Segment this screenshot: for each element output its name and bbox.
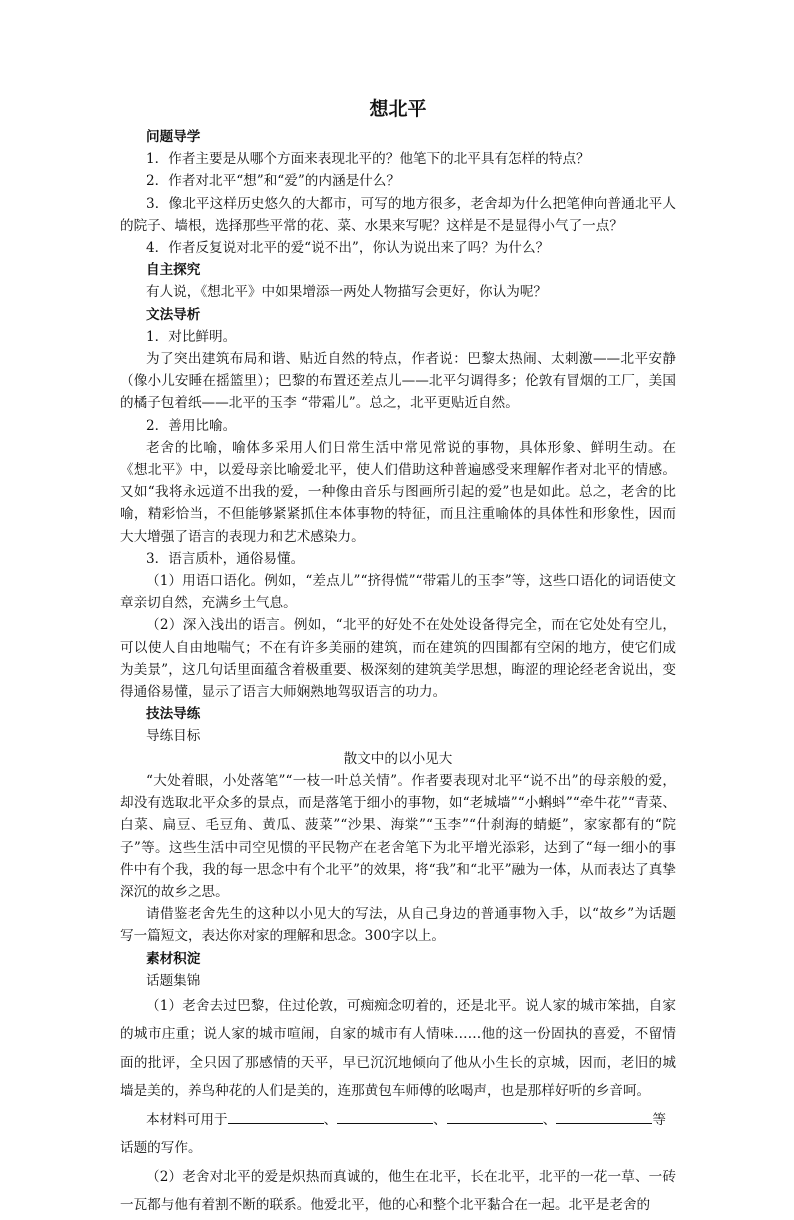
section-heading-guide: 问题导学 xyxy=(146,129,201,145)
question-2: 2．作者对北平“想”和“爱”的内涵是什么？ xyxy=(146,173,400,190)
analysis-point-1-title: 1．对比鲜明。 xyxy=(146,328,237,345)
usage-end: 话题的写作。 xyxy=(120,1140,202,1157)
usage-separator: 、 xyxy=(542,1111,557,1128)
fill-blank-1[interactable] xyxy=(228,1109,324,1124)
fill-blank-2[interactable] xyxy=(337,1109,433,1124)
document-title: 想北平 xyxy=(369,98,427,120)
usage-separator: 、 xyxy=(323,1111,338,1128)
practice-subheading: 导练目标 xyxy=(146,728,201,745)
section-heading-analysis: 文法导析 xyxy=(146,306,201,323)
material-1-usage xyxy=(120,1106,676,1163)
analysis-point-2-title: 2．善用比喻。 xyxy=(146,417,237,434)
material-2: （2）老舍对北平的爱是炽热而真诚的，他生在北平，长在北平，北平的一花一草、一砖一瓦都与他有着割不断的联系。他爱北平，他的心和整个北平黏合在一起。北平是老舍的 xyxy=(120,1168,676,1214)
usage-prefix: 本材料可用于 xyxy=(146,1111,228,1128)
fill-blank-4[interactable] xyxy=(556,1109,652,1124)
section-heading-material: 素材积淀 xyxy=(146,950,201,967)
material-1: （1）老舍去过巴黎，住过伦敦，可痴痴念叨着的，还是北平。说人家的城市笨拙，自家的城市庄重；说人家的城市喧闹，自家的城市有人情味……他的这一份固执的喜爱，不留情面的批评，全只因了那感情的天平，早已沉沉地倾向了他从小生长的京城，因而，老旧的城墙是美的，养鸟种花的人们是美的，连那黄包车师傅的吆喝声，也是那样好听的乡音呵。 xyxy=(120,997,676,1100)
section-heading-explore: 自主探究 xyxy=(146,262,201,279)
section-heading-practice: 技法导练 xyxy=(146,706,201,723)
usage-separator: 、 xyxy=(433,1111,447,1128)
material-subheading: 话题集锦 xyxy=(146,972,201,989)
practice-text: “大处着眼，小处落笔”“一枝一叶总关情”。作者要表现对北平“说不出”的母亲般的爱，却没有选取北平众多的景点，而是落笔于细小的事物，如“老城墙”“小蝌蚪”“牵牛花”“青菜、白菜、扁豆、毛豆角、黄瓜、菠菜”“沙果、海棠”“玉李”“什刹海的蜻蜓”，家家都有的“院子”等。这些生活中司空见惯的平民物产在老舍笔下为北平增光添彩，达到了“每一细小的事件中有个我，我的每一思念中有个北平”的效果，将“我”和“北平”融为一体，从而表达了真挚深沉的故乡之思。 xyxy=(120,772,676,900)
question-3: 3．像北平这样历史悠久的大都市，可写的地方很多，老舍却为什么把笔伸向普通北平人的院子、墙根，选择那些平常的花、菜、水果来写呢？这样是不是显得小气了一点？ xyxy=(120,195,676,234)
document-page xyxy=(120,96,676,1220)
analysis-point-3-title: 3．语言质朴，通俗易懂。 xyxy=(146,550,305,567)
analysis-point-1-text: 为了突出建筑布局和谐、贴近自然的特点，作者说：巴黎太热闹、太刺激——北平安静（像小儿安睡在摇篮里）；巴黎的布置还差点儿——北平匀调得多；伦敦有冒烟的工厂，美国的橘子包着纸——北平的玉李 “带霜儿”。总之，北平更贴近自然。 xyxy=(120,351,676,412)
analysis-point-2-text: 老舍的比喻，喻体多采用人们日常生活中常见常说的事物，具体形象、鲜明生动。在《想北平》中，以爱母亲比喻爱北平，使人们借助这种普遍感受来理解作者对北平的情感。又如“我将永远道不出我的爱，一种像由音乐与图画所引起的爱”也是如此。总之，老舍的比喻，精彩恰当，不但能够紧紧抓住本体事物的特征，而且注重喻体的具体性和形象性，因而大大增强了语言的表现力和艺术感染力。 xyxy=(120,439,676,545)
analysis-point-3b: （2）深入浅出的语言。例如，“北平的好处不在处处设备得完全，而在它处处有空儿，可以使人自由地喘气；不在有许多美丽的建筑，而在建筑的四围都有空闲的地方，使它们成为美景”，这几句话里面蕴含着极重要、极深刻的建筑美学思想，晦涩的理论经老舍说出，变得通俗易懂，显示了语言大师娴熟地驾驭语言的功力。 xyxy=(120,617,676,701)
fill-blank-3[interactable] xyxy=(447,1109,543,1124)
usage-suffix: 等 xyxy=(652,1111,666,1128)
practice-task: 请借鉴老舍先生的这种以小见大的写法，从自己身边的普通事物入手，以“故乡”为话题写一篇短文，表达你对家的理解和思念。300字以上。 xyxy=(120,906,676,945)
question-4: 4．作者反复说对北平的爱“说不出”，你认为说出来了吗？为什么？ xyxy=(146,240,550,257)
analysis-point-3a: （1）用语口语化。例如，“差点儿”“挤得慌”“带霜儿的玉李”等，这些口语化的词语使文章亲切自然，充满乡土气息。 xyxy=(120,573,676,612)
practice-center-title: 散文中的以小见大 xyxy=(343,750,453,767)
question-1: 1．作者主要是从哪个方面来表现北平的？他笔下的北平具有怎样的特点？ xyxy=(146,151,590,168)
explore-text: 有人说，《想北平》中如果增添一两处人物描写会更好，你认为呢？ xyxy=(146,284,548,301)
